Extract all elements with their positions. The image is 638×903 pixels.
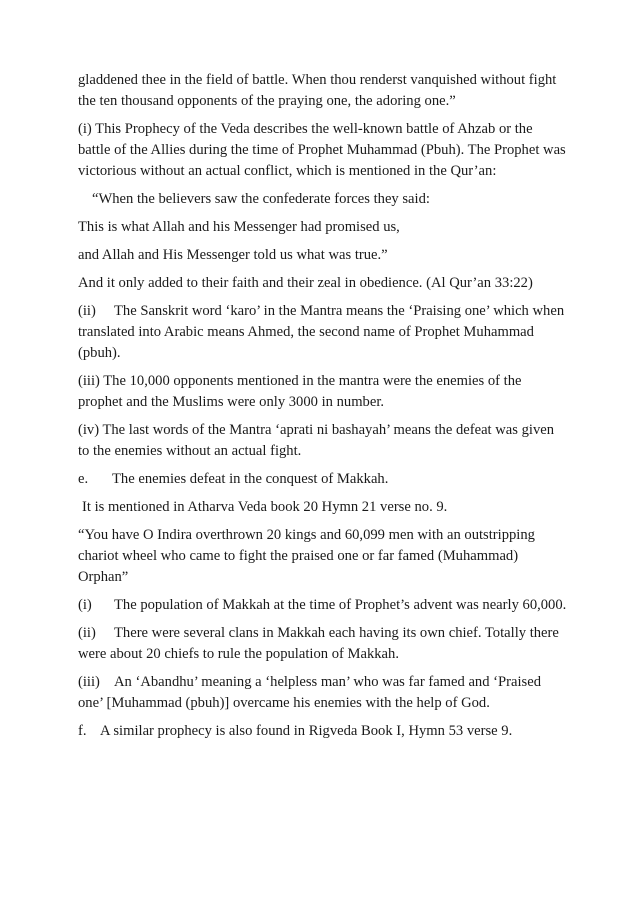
- document-body: [78, 70, 568, 749]
- paragraph-quran-reference: And it only added to their faith and their zeal in obedience. (Al Qur’an 33:22): [78, 275, 533, 291]
- section-label: e.: [78, 471, 89, 487]
- list-item-text: The Sanskrit word ‘karo’ in the Mantra means the ‘Praising one’ which when translated into Arabic means Ahmed, the second name of Prophet Muhammad (pbuh).: [78, 303, 565, 361]
- section-heading-text: A similar prophecy is also found in Rigveda Book I, Hymn 53 verse 9.: [100, 723, 513, 739]
- list-item-text: An ‘Abandhu’ meaning a ‘helpless man’ who was far famed and ‘Praised one’ [Muhammad (pbuh)] overcame his enemies with the help of God.: [78, 674, 541, 711]
- list-item-ii-karo: [78, 301, 568, 364]
- list-item-ii-clans: [78, 623, 568, 665]
- paragraph-battle-continuation: gladdened thee in the field of battle. When thou renderst vanquished without fight the ten thousand opponents of the praying one, the adoring one.”: [78, 72, 557, 109]
- list-item-i-population: [78, 595, 568, 616]
- quote-line-true: and Allah and His Messenger told us what was true.”: [78, 247, 388, 263]
- section-heading-text: The enemies defeat in the conquest of Makkah.: [112, 471, 389, 487]
- list-item-text: There were several clans in Makkah each having its own chief. Totally there were about 20 chiefs to rule the population of Makkah.: [78, 625, 559, 662]
- list-label: (iii): [78, 674, 100, 690]
- list-label: (i): [78, 597, 92, 613]
- quote-line-promised: This is what Allah and his Messenger had promised us,: [78, 219, 400, 235]
- section-heading-e: [78, 469, 568, 490]
- list-item-text: The population of Makkah at the time of Prophet’s advent was nearly 60,000.: [114, 597, 567, 613]
- list-item-iii-opponents: (iii) The 10,000 opponents mentioned in the mantra were the enemies of the prophet and the Muslims were only 3000 in number.: [78, 373, 522, 410]
- section-label: f.: [78, 723, 87, 739]
- paragraph-prophecy-ahzab: (i) This Prophecy of the Veda describes the well-known battle of Ahzab or the battle of the Allies during the time of Prophet Muhammad (Pbuh). The Prophet was victorious without an actual conflict, which is mentioned in the Qur’an:: [78, 121, 566, 179]
- section-heading-f: [78, 721, 568, 742]
- list-item-iii-abandhu: [78, 672, 568, 714]
- list-label: (ii): [78, 303, 96, 319]
- quote-line-believers: “When the believers saw the confederate forces they said:: [92, 191, 430, 207]
- list-item-iv-aprati: (iv) The last words of the Mantra ‘aprati ni bashayah’ means the defeat was given to the enemies without an actual fight.: [78, 422, 555, 459]
- list-label: (ii): [78, 625, 96, 641]
- paragraph-atharva-reference: It is mentioned in Atharva Veda book 20 Hymn 21 verse no. 9.: [82, 499, 448, 515]
- quote-indira: “You have O Indira overthrown 20 kings and 60,099 men with an outstripping chariot wheel who came to fight the praised one or far famed (Muhammad) Orphan”: [78, 527, 535, 585]
